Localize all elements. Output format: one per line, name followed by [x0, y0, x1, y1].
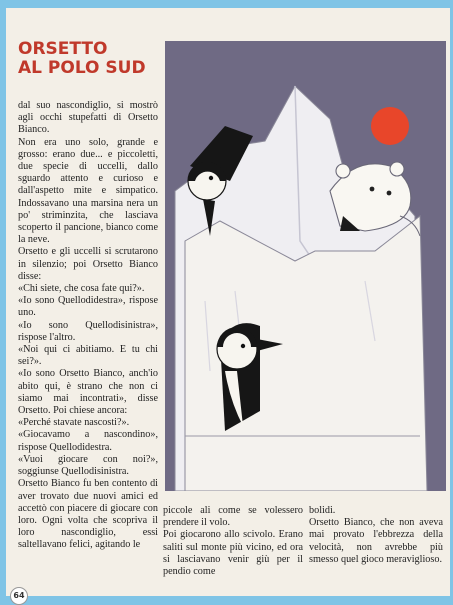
- paragraph: Poi giocarono allo scivolo. Erano saliti sul monte più vicino, ed ora si lasciavano venir giù per il pendio come: [163, 529, 303, 578]
- bear-ear-icon: [390, 162, 404, 176]
- paragraph: «Giocavamo a nascondino», rispose Quellodidestra.: [18, 429, 158, 453]
- paragraph: bolidi.: [309, 505, 336, 516]
- paragraph: «Chi siete, che cosa fate qui?».: [18, 283, 145, 295]
- polar-illustration: [165, 41, 446, 491]
- bear-ear-icon: [336, 164, 350, 178]
- penguin-eye-icon: [209, 176, 213, 180]
- paragraph: Orsetto Bianco, che non aveva mai provato l'ebbrezza della velocità, non avrebbe più smesso quel gioco meraviglioso.: [309, 517, 443, 565]
- paragraph: «Io sono Quellodisinistra», rispose l'altro.: [18, 319, 158, 343]
- text-column-1: [18, 100, 158, 552]
- paragraph: «Io sono Orsetto Bianco, anch'io abito qui, è strano che non ci siamo mai incontrati», disse Orsetto. Poi chiese ancora:: [18, 368, 158, 417]
- paragraph: Orsetto e gli uccelli si scrutarono in silenzio; poi Orsetto Bianco disse:: [18, 246, 158, 282]
- paragraph: Non era uno solo, grande e grosso: erano due... e piccoletti, due specie di uccelli, dallo sguardo attento e curioso e dall'aspetto mite e simpatico. Indossavano una marsina nera un po' striminzita, che lasciava scoperto il pancione, bianco come la neve.: [18, 136, 158, 246]
- text-column-2: [163, 505, 303, 578]
- paragraph: Orsetto Bianco fu ben contento di aver trovato due nuovi amici ed accettò con piacere di giocare con loro. Ogni volta che scopriva il loro nascondiglio, essi saltellavano felici, agitando le: [18, 478, 158, 551]
- paragraph: «Noi qui ci abitiamo. E tu chi sei?».: [18, 344, 158, 368]
- paragraph: «Io sono Quellodidestra», rispose uno.: [18, 295, 158, 319]
- paragraph: «Perché stavate nascosti?».: [18, 417, 130, 429]
- penguin-eye-icon: [241, 344, 245, 348]
- text-column-3: [309, 505, 443, 566]
- title-line-2: AL POLO SUD: [18, 58, 146, 78]
- sun-icon: [371, 107, 409, 145]
- paragraph: piccole ali come se volessero prendere il volo.: [163, 505, 303, 529]
- bear-eye-icon: [370, 187, 375, 192]
- bear-eye-icon: [387, 191, 392, 196]
- paragraph: «Vuoi giocare con noi?», soggiunse Quellodisinistra.: [18, 453, 158, 478]
- paragraph: dal suo nascondiglio, si mostrò agli occhi stupefatti di Orsetto Bianco.: [18, 100, 158, 136]
- book-page: [6, 8, 450, 600]
- page-number: 64: [10, 587, 28, 605]
- title-line-1: ORSETTO: [18, 39, 108, 59]
- story-title: [18, 40, 168, 78]
